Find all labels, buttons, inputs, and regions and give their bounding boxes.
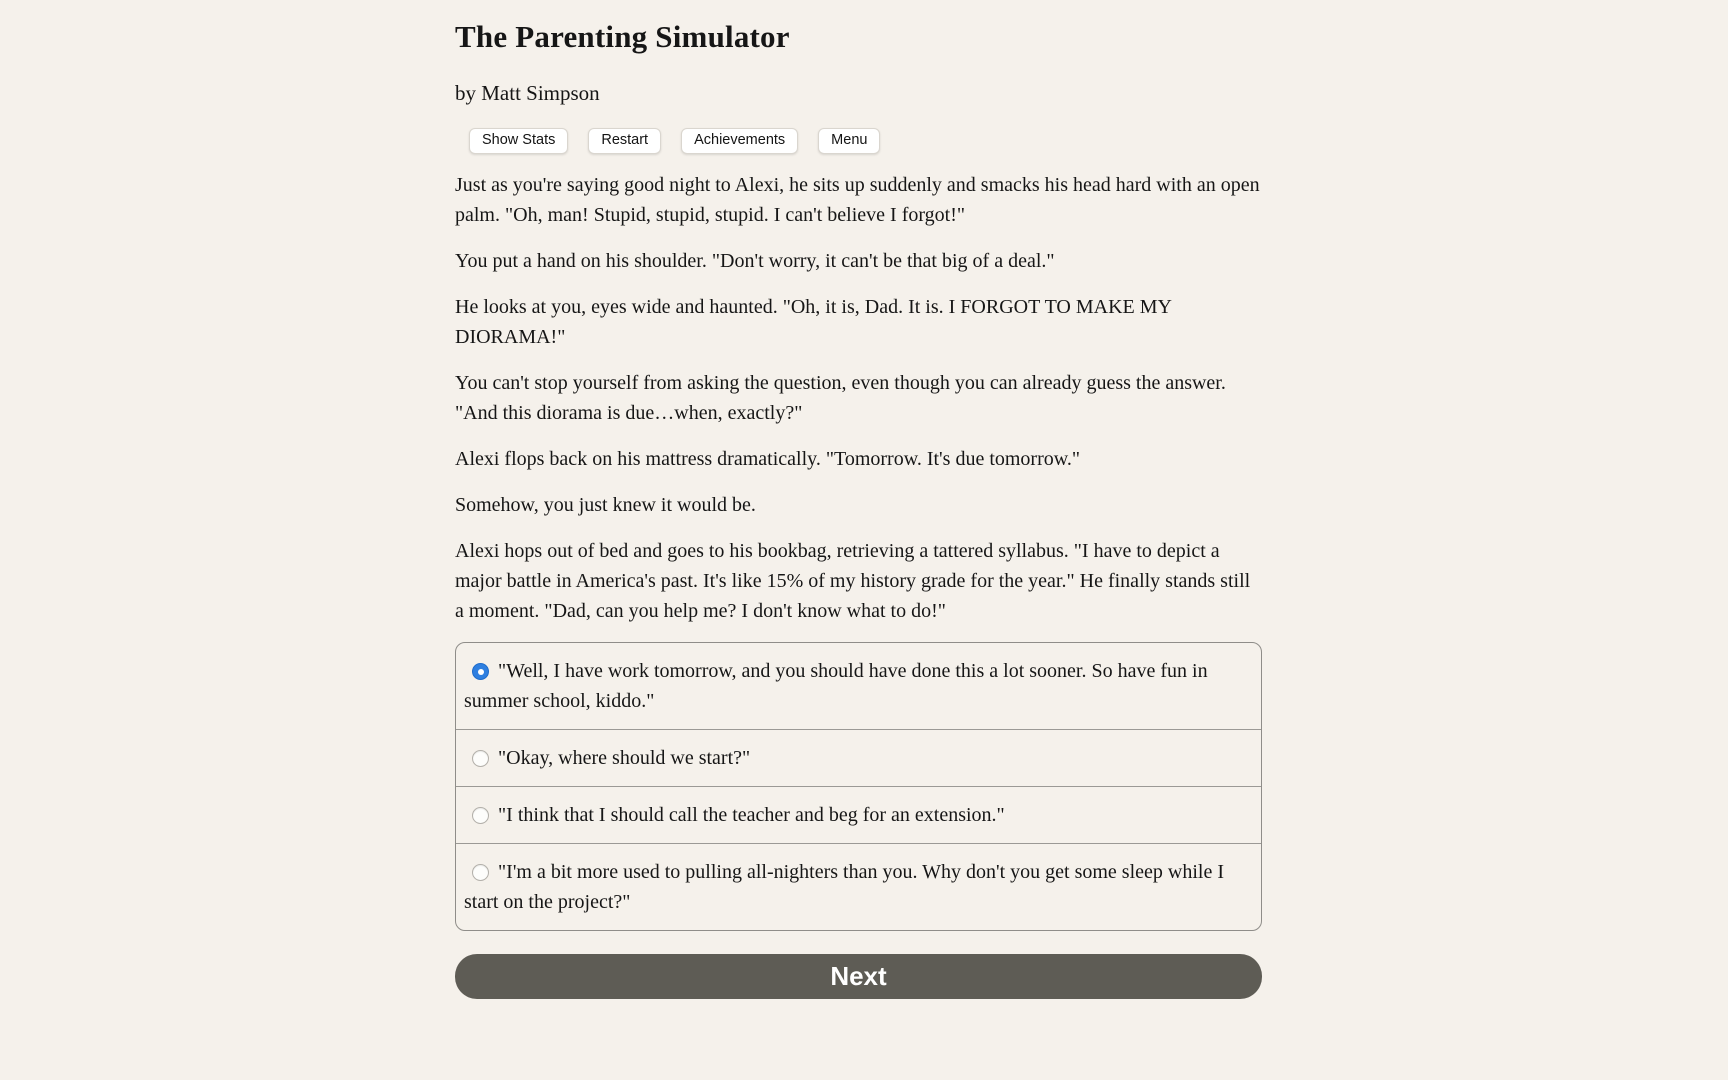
radio-button[interactable] [472,750,489,767]
game-byline: by Matt Simpson [455,81,600,105]
choice-label: "Well, I have work tomorrow, and you should have done this a lot sooner. So have fun in summer school, kiddo." [464,660,1208,712]
next-button[interactable]: Next [455,954,1262,999]
choice-option[interactable] [456,643,1261,729]
choice-option[interactable] [456,729,1261,786]
story-paragraph: He looks at you, eyes wide and haunted. "Oh, it is, Dad. It is. I FORGOT TO MAKE MY DIORAMA!" [455,296,1172,348]
game-title: The Parenting Simulator [455,19,790,54]
choice-option[interactable] [456,843,1261,930]
radio-button[interactable] [472,864,489,881]
story-paragraph: Alexi flops back on his mattress dramatically. "Tomorrow. It's due tomorrow." [455,448,1081,470]
choice-label: "I'm a bit more used to pulling all-nighters than you. Why don't you get some sleep while I start on the project?" [464,861,1224,913]
radio-button[interactable] [472,807,489,824]
choice-label: "Okay, where should we start?" [498,747,751,769]
story-paragraph: You put a hand on his shoulder. "Don't worry, it can't be that big of a deal." [455,250,1055,272]
game-page [455,0,1262,999]
achievements-button[interactable]: Achievements [681,128,798,154]
restart-button[interactable]: Restart [588,128,661,154]
choice-label: "I think that I should call the teacher and beg for an extension." [498,804,1005,826]
menu-button[interactable]: Menu [818,128,880,154]
choice-option[interactable] [456,786,1261,843]
story-paragraph: Alexi hops out of bed and goes to his bookbag, retrieving a tattered syllabus. "I have to depict a major battle in America's past. It's like 15% of my history grade for the year." He finally stands still a moment. "Dad, can you help me? I don't know what to do!" [455,540,1251,622]
story-text [455,170,1262,626]
choice-group [455,642,1262,931]
show-stats-button[interactable]: Show Stats [469,128,568,154]
story-paragraph: Just as you're saying good night to Alexi, he sits up suddenly and smacks his head hard with an open palm. "Oh, man! Stupid, stupid, stupid. I can't believe I forgot!" [455,174,1260,226]
radio-button[interactable] [472,663,489,680]
toolbar [469,128,1262,154]
story-paragraph: Somehow, you just knew it would be. [455,494,756,516]
story-paragraph: You can't stop yourself from asking the question, even though you can already guess the answer. "And this diorama is due…when, exactly?" [455,372,1226,424]
